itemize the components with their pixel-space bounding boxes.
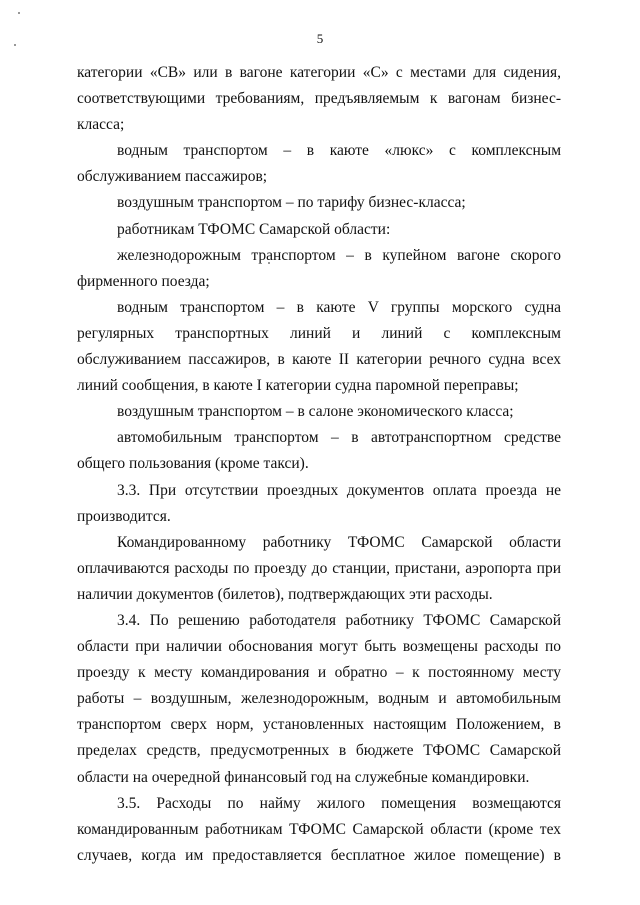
paragraph: автомобильным транспортом – в автотранспортном средстве общего пользования (кроме такси). <box>77 429 561 473</box>
paragraph: 3.3. При отсутствии проездных документов оплата проезда не производится. <box>77 481 561 525</box>
paragraph: воздушным транспортом – по тарифу бизнес-класса; <box>117 194 466 212</box>
document-body <box>77 60 561 869</box>
page-number: 5 <box>316 31 324 46</box>
paragraph: водным транспортом – в каюте V группы морского судна регулярных транспортных линий и линий с комплексным обслуживанием пассажиров, в каюте II категории речного судна всех линий сообщения, в каюте I категории судна паромной переправы; <box>77 298 561 395</box>
paragraph: 3.4. По решению работодателя работнику ТФОМС Самарской области при наличии обоснования могут быть возмещены расходы по проезду к месту командирования и обратно – к постоянному месту работы – воздушным, железнодорожным, водным и автомобильным транспортом сверх норм, установленных настоящим Положением, в пределах средств, предусмотренных в бюджете ТФОМС Самарской области на очередной финансовый год на служебные командировки. <box>77 611 561 786</box>
paragraph: воздушным транспортом – в салоне экономического класса; <box>117 403 514 421</box>
paragraph: железнодорожным транспортом – в купейном вагоне скорого фирменного поезда; <box>77 246 561 290</box>
paragraph: водным транспортом – в каюте «люкс» с комплексным обслуживанием пассажиров; <box>77 142 561 186</box>
paragraph: работникам ТФОМС Самарской области: <box>117 220 391 238</box>
paragraph: Командированному работнику ТФОМС Самарской области оплачиваются расходы по проезду до станции, пристани, аэропорта при наличии документов (билетов), подтверждающих эти расходы. <box>77 533 561 603</box>
paragraph: категории «СВ» или в вагоне категории «С» с местами для сидения, соответствующими требованиям, предъявляемым к вагонам бизнес-класса; <box>77 64 561 134</box>
paragraph: 3.5. Расходы по найму жилого помещения возмещаются командированным работникам ТФОМС Самарской области (кроме тех случаев, когда им предоставляется бесплатное жилое помещение) в <box>77 794 561 864</box>
